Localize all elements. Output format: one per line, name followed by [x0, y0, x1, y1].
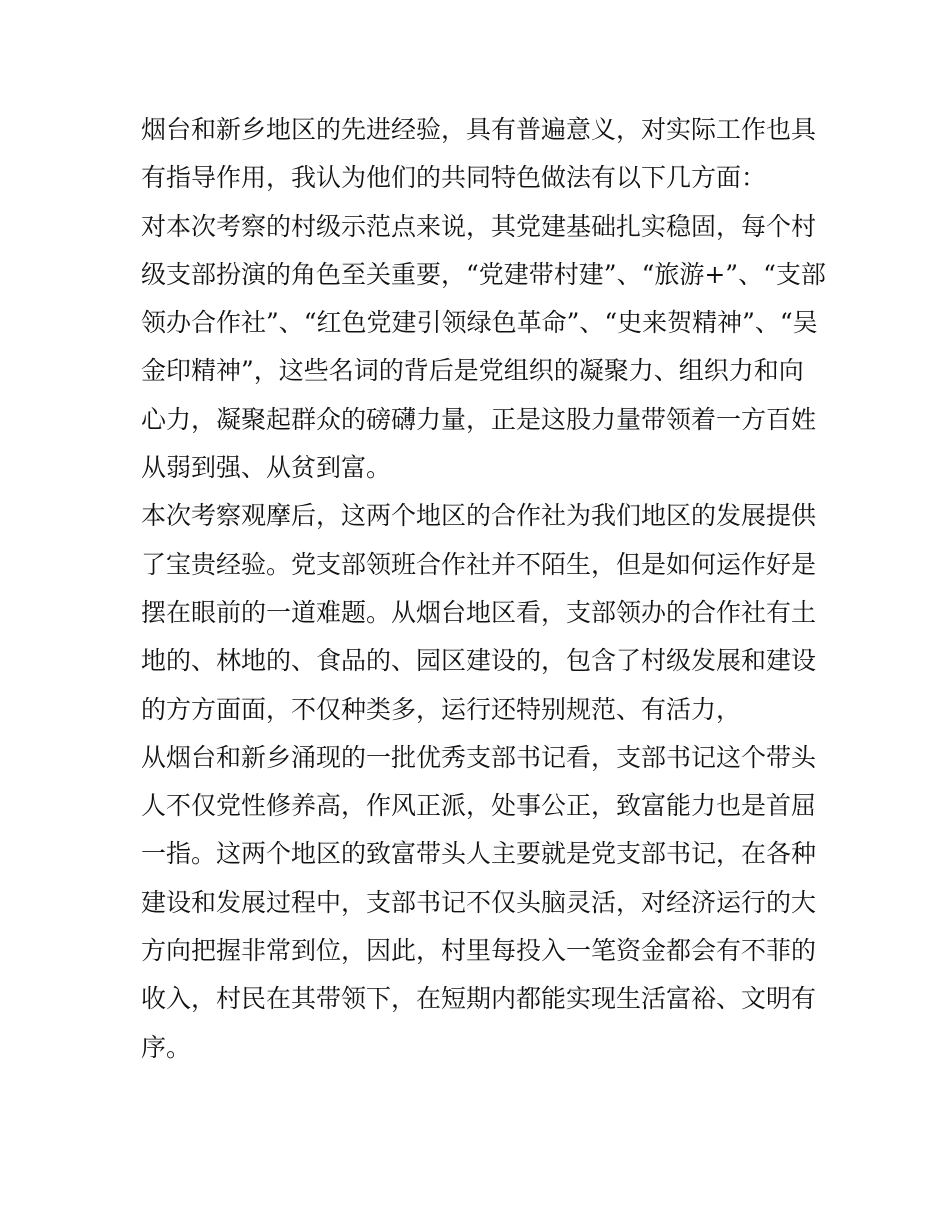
- text-line: 金印精神”，这些名词的背后是党组织的凝聚力、组织力和向: [141, 356, 804, 386]
- text-line: 烟台和新乡地区的先进经验，具有普遍意义，对实际工作也具: [141, 115, 817, 144]
- text-line: 级支部扮演的角色至关重要，“党建带村建”、“旅游+”、“支部: [141, 259, 826, 289]
- text-line: 方向把握非常到位，因此，村里每投入一笔资金都会有不菲的: [141, 936, 817, 966]
- text-line: 了宝贵经验。党支部领班合作社并不陌生，但是如何运作好是: [141, 549, 817, 579]
- text-line: 序。: [141, 1032, 192, 1062]
- text-line: 人不仅党性修养高，作风正派，处事公正，致富能力也是首屈: [141, 791, 817, 821]
- text-line: 收入，村民在其带领下，在短期内都能实现生活富裕、文明有: [141, 984, 817, 1014]
- text-line: 从弱到强、从贫到富。: [141, 453, 392, 483]
- text-line: 的方方面面，不仅种类多，运行还特别规范、有活力，: [141, 694, 742, 724]
- text-line: 心力，凝聚起群众的磅礴力量，正是这股力量带领着一方百姓: [141, 404, 817, 434]
- text-line: 领办合作社”、“红色党建引领绿色革命”、“史来贺精神”、“吴: [141, 308, 818, 338]
- text-line: 从烟台和新乡涌现的一批优秀支部书记看，支部书记这个带头: [141, 742, 817, 772]
- body-text: [141, 106, 826, 1072]
- text-line: 建设和发展过程中，支部书记不仅头脑灵活，对经济运行的大: [141, 887, 817, 917]
- text-line: 对本次考察的村级示范点来说，其党建基础扎实稳固，每个村: [141, 211, 817, 241]
- text-line: 摆在眼前的一道难题。从烟台地区看，支部领办的合作社有土: [141, 597, 817, 627]
- text-line: 本次考察观摩后，这两个地区的合作社为我们地区的发展提供: [141, 501, 817, 531]
- text-line: 一指。这两个地区的致富带头人主要就是党支部书记，在各种: [141, 839, 817, 869]
- text-line: 地的、林地的、食品的、园区建设的，包含了村级发展和建设: [141, 646, 817, 676]
- text-line: 有指导作用，我认为他们的共同特色做法有以下几方面：: [141, 163, 767, 193]
